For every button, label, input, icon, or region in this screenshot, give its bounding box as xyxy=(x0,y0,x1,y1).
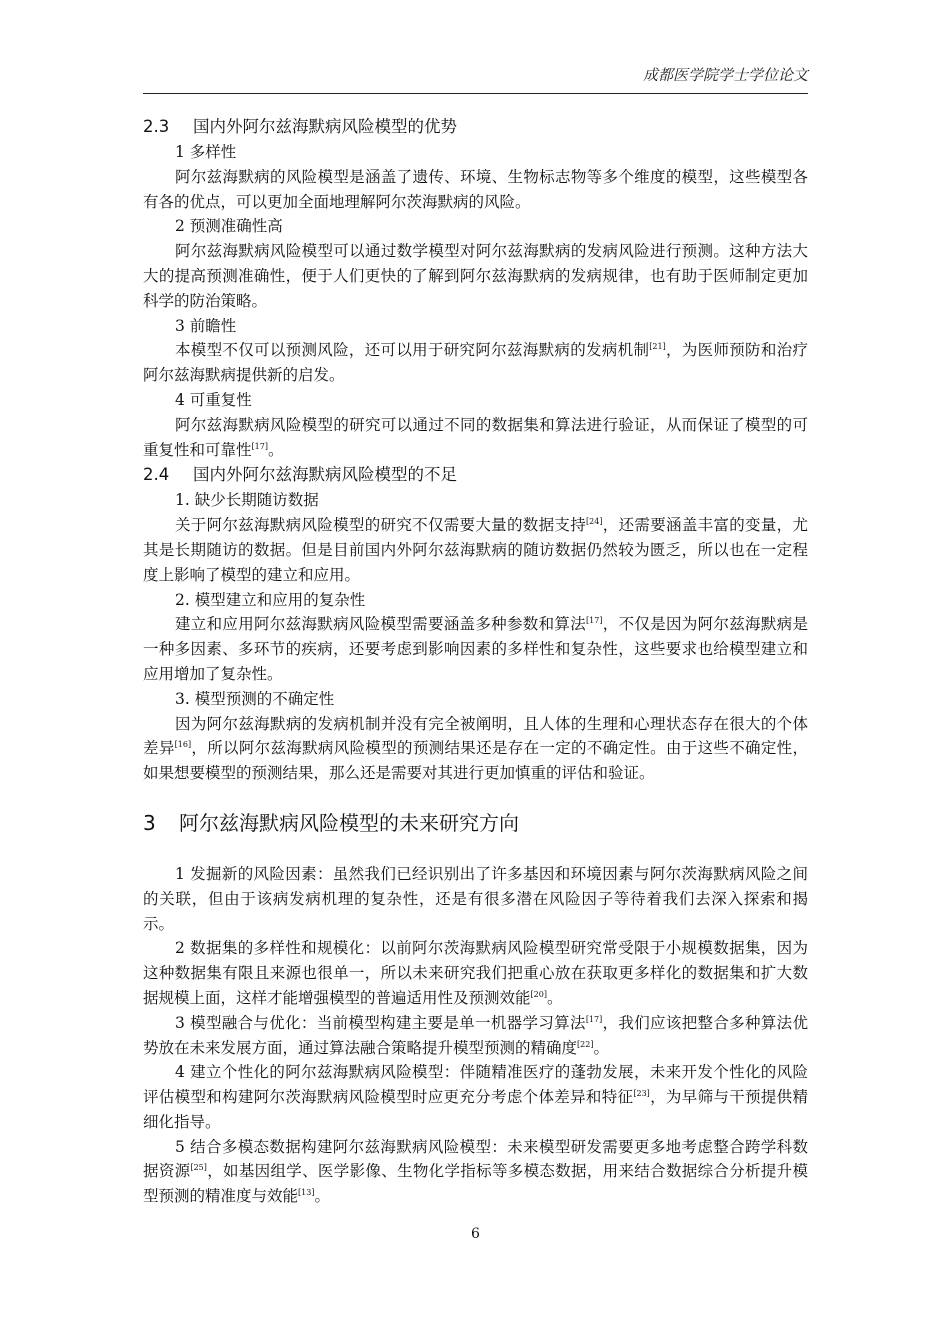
section-heading-2-3 xyxy=(143,114,808,140)
citation: [17] xyxy=(251,441,268,451)
chapter-title: 阿尔兹海默病风险模型的未来研究方向 xyxy=(179,810,519,835)
citation: [17] xyxy=(585,1014,603,1024)
text-run: 3 模型融合与优化：当前模型构建主要是单一机器学习算法 xyxy=(175,1013,586,1032)
text-run: ，不仅是因为阿尔兹海默病是一种多因素、多环节的疾病，还要考虑到影响因素的多样性和复杂性，这些要求也给模型建立和应用增加了复杂性。 xyxy=(143,615,808,683)
text-run: 建立和应用阿尔兹海默病风险模型需要涵盖多种参数和算法 xyxy=(175,615,587,634)
paragraph: 1 发掘新的风险因素：虽然我们已经识别出了许多基因和环境因素与阿尔茨海默病风险之间的关联，但由于该病发病机理的复杂性，还是有很多潜在风险因子等待着我们去深入探索和揭示。 xyxy=(143,864,808,933)
citation: [20] xyxy=(530,989,547,999)
section-title: 国内外阿尔兹海默病风险模型的不足 xyxy=(193,465,457,485)
text-run: 因为阿尔兹海默病的发病机制并没有完全被阐明，且人体的生理和心理状态存在很大的个体差异 xyxy=(143,714,808,758)
paragraph xyxy=(143,712,808,786)
section-number: 2.4 xyxy=(143,465,170,485)
page-content xyxy=(143,114,808,1209)
paragraph xyxy=(143,1011,808,1061)
page-number: 6 xyxy=(471,1226,480,1242)
section-heading-2-4 xyxy=(143,462,808,488)
text-run: 关于阿尔兹海默病风险模型的研究不仅需要大量的数据支持 xyxy=(175,516,587,535)
text-run: 。 xyxy=(546,988,563,1007)
text-run: ，我们应该把整合多种算法优势放在未来发展方面，通过算法融合策略提升模型预测的精确度 xyxy=(143,1013,808,1057)
paragraph xyxy=(143,612,808,686)
text-run: 5 结合多模态数据构建阿尔兹海默病风险模型：未来模型研发需要更多地考虑整合跨学科数据资源 xyxy=(143,1137,808,1181)
item-label: 1. 缺少长期随访数据 xyxy=(175,491,319,510)
paragraph xyxy=(143,513,808,587)
item-label: 1 多样性 xyxy=(175,143,237,161)
running-header: 成都医学院学士学位论文 xyxy=(642,66,808,84)
text-run: 。 xyxy=(267,440,284,459)
section-number: 2.3 xyxy=(143,117,170,136)
text-run: 4 建立个性化的阿尔兹海默病风险模型：伴随精准医疗的蓬勃发展，未来开发个性化的风险评估模型和构建阿尔茨海默病风险模型时应更充分考虑个体差异和特征 xyxy=(143,1063,808,1107)
paragraph: 阿尔兹海默病的风险模型是涵盖了遗传、环境、生物标志物等多个维度的模型，这些模型各有各的优点，可以更加全面地理解阿尔茨海默病的风险。 xyxy=(143,167,808,211)
paragraph xyxy=(143,338,808,388)
text-run: 2 数据集的多样性和规模化：以前阿尔茨海默病风险模型研究常受限于小规模数据集，因为这种数据集有限且来源也很单一，所以未来研究我们把重心放在获取更多样化的数据集和扩大数据规模上面，这样才能增强模型的普遍适用性及预测效能 xyxy=(143,939,808,1007)
item-label: 2. 模型建立和应用的复杂性 xyxy=(175,590,366,609)
text-run: ，为早筛与干预提供精细化指导。 xyxy=(143,1088,808,1131)
citation: [25] xyxy=(190,1163,207,1173)
paragraph xyxy=(143,413,808,463)
text-run: ，还需要涵盖丰富的变量，尤其是长期随访的数据。但是目前国内外阿尔兹海默病的随访数据仍然较为匮乏，所以也在一定程度上影响了模型的建立和应用。 xyxy=(143,516,808,584)
citation: [22] xyxy=(577,1039,594,1049)
chapter-heading-3 xyxy=(143,808,808,838)
item-label: 4 可重复性 xyxy=(175,390,252,409)
text-run: 本模型不仅可以预测风险，还可以用于研究阿尔兹海默病的发病机制 xyxy=(175,341,650,360)
text-run: ，所以阿尔兹海默病风险模型的预测结果还是存在一定的不确定性。由于这些不确定性，如果想要模型的预测结果，那么还是需要对其进行更加慎重的评估和验证。 xyxy=(143,739,808,783)
citation: [23] xyxy=(633,1089,650,1099)
text-run: ，为医师预防和治疗阿尔兹海默病提供新的启发。 xyxy=(143,341,808,385)
citation: [13] xyxy=(298,1188,315,1198)
text-run: 阿尔兹海默病风险模型的研究可以通过不同的数据集和算法进行验证，从而保证了模型的可重复性和可靠性 xyxy=(143,415,808,459)
chapter-number: 3 xyxy=(143,810,156,835)
citation: [21] xyxy=(649,342,666,352)
text-run: ，如基因组学、医学影像、生物化学指标等多模态数据，用来结合数据综合分析提升模型预测的精准度与效能 xyxy=(143,1162,808,1206)
item-label: 3. 模型预测的不确定性 xyxy=(175,689,335,708)
header-rule xyxy=(143,93,808,94)
paragraph xyxy=(143,936,808,1010)
text-run: 。 xyxy=(314,1187,330,1206)
citation: [16] xyxy=(174,740,192,750)
paragraph xyxy=(143,1135,808,1209)
section-title: 国内外阿尔兹海默病风险模型的优势 xyxy=(193,117,457,136)
text-run: 。 xyxy=(593,1038,609,1057)
citation: [17] xyxy=(586,616,603,626)
item-label: 2 预测准确性高 xyxy=(175,217,283,236)
paragraph xyxy=(143,1060,808,1134)
paragraph: 阿尔兹海默病风险模型可以通过数学模型对阿尔兹海默病的发病风险进行预测。这种方法大大的提高预测准确性，便于人们更快的了解到阿尔兹海默病的发病规律，也有助于医师制定更加科学的防治策略。 xyxy=(143,242,808,310)
item-label: 3 前瞻性 xyxy=(175,316,237,335)
citation: [24] xyxy=(586,517,603,527)
